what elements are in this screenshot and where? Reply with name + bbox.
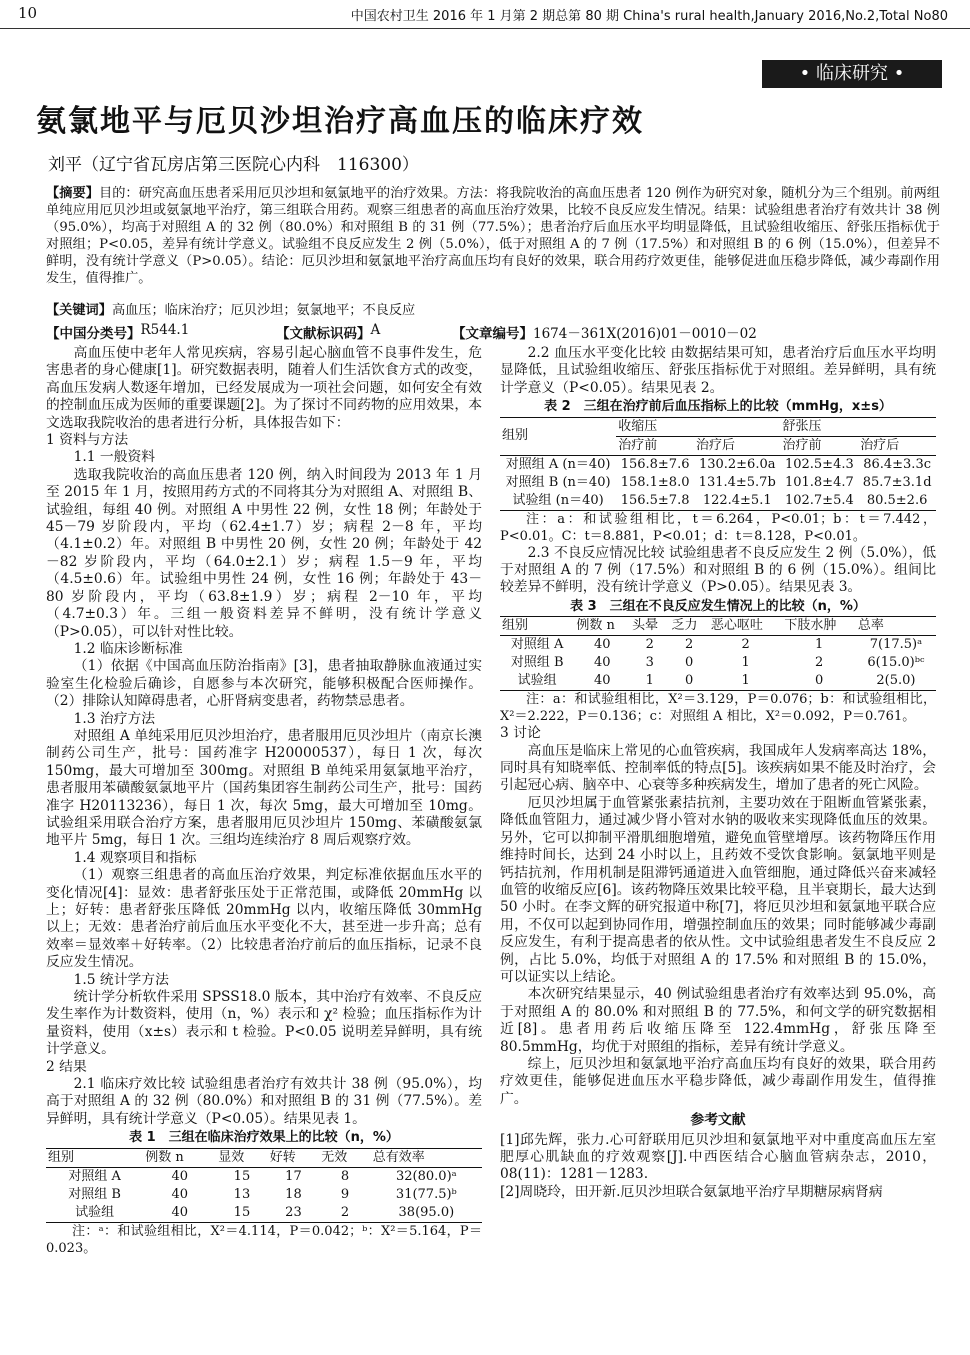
table-cell: 对照组 B	[510, 655, 564, 671]
keywords	[46, 299, 940, 318]
table-cell: 对照组 B	[68, 1186, 121, 1202]
subsection-heading: 1.3 治疗方法	[73, 710, 156, 727]
table-cell: 0	[685, 673, 694, 689]
table-header: 治疗后	[858, 436, 936, 455]
table-cell: 3	[645, 655, 654, 671]
keywords-text: 高血压；临床治疗；厄贝沙坦；氨氯地平；不良反应	[111, 303, 416, 318]
table-header: 好转	[268, 1148, 320, 1167]
abstract-label: 【摘要】	[46, 186, 99, 201]
table-header: 治疗后	[694, 436, 781, 455]
author-line: 刘平（辽宁省瓦房店第三医院心内科 116300）	[48, 155, 419, 175]
table-header: 治疗前	[781, 436, 859, 455]
table-row	[500, 654, 936, 672]
table-cell: 101.8±4.7	[784, 474, 854, 490]
table-header: 组别	[500, 617, 574, 636]
table-row	[500, 492, 936, 511]
table-header: 头晕	[630, 617, 669, 636]
section-heading: 1 资料与方法	[46, 432, 129, 449]
clc-value: R544.1	[140, 322, 190, 338]
table-cell: 156.5±7.8	[620, 492, 690, 508]
keywords-label: 【关键词】	[46, 303, 112, 318]
table-row	[500, 455, 936, 474]
table-cell: 对照组 B (n＝40)	[505, 474, 611, 490]
table-header: 例数 n	[574, 617, 630, 636]
table-header: 例数 n	[143, 1148, 216, 1167]
table-cell: 40	[171, 1186, 188, 1202]
intro-paragraph: 高血压使中老年人常见疾病，容易引起心脑血管不良事件发生，危害患者的身心健康[1]。研究数据表明，随着人们生活饮食方式的改变，高血压发病人数逐年增加，已经发展成为一项社会问题，如何安全有效的控制血压成为医师的重要课题[2]。为了探讨不同药物的应用效果，本文选取我院收治的患者进行分析，具体报告如下：	[46, 345, 482, 431]
table-2-caption: 表 2 三组在治疗前后血压指标上的比较（mmHg，x±s）	[544, 399, 892, 415]
table-header: 下肢水肿	[782, 617, 855, 636]
clc-label: 【中国分类号】	[46, 326, 141, 342]
paragraph: 综上，厄贝沙坦和氨氯地平治疗高血压均有良好的效果，联合用药疗效更佳，能够促进血压水平稳步降低，减少毒副作用发生，值得推广。	[500, 1055, 936, 1107]
table-header: 舒张压	[781, 417, 936, 436]
table-header: 恶心呕吐	[709, 617, 782, 636]
reference-item: [2]周晓玲，田开新.厄贝沙坦联合氨氯地平治疗早期糖尿病肾病	[500, 1183, 883, 1200]
table-row	[500, 636, 936, 655]
table-cell: 试验组	[75, 1204, 115, 1220]
paragraph: 2.1 临床疗效比较 试验组患者治疗有效共计 38 例（95.0%），均高于对照组 A 的 32 例（80.0%）和对照组 B 的 31 例（77.5%）。差异鲜明，具有统计学意义（P<0.05）。结果见表 1。	[46, 1076, 482, 1127]
paragraph: 选取我院收治的高血压患者 120 例，纳入时间段为 2013 年 1 月至 2015 年 1 月，按照用药方式的不同将其分为对照组 A、对照组 B、试验组，每组 40 例。对照组 A 中男性 22 例，女性 18 例；年龄处于 45－79 岁阶段内，平均（62.4±1.7）岁；病程 2－8 年，平均（4.1±0.2）年。对照组 B 中男性 20 例，女性 20 例；年龄处于 42－82 岁阶段内，平均（64.0±2.1）岁；病程 1.5－9 年，平均（4.5±0.6）年。试验组中男性 24 例，女性 16 例；年龄处于 43－80 岁阶段内，平均（63.8±1.9）岁；病程 2－10 年，平均（4.7±0.3）年。三组一般资料差异不鲜明，没有统计学意义（P>0.05），可以针对性比较。	[46, 466, 482, 640]
table-cell: 156.8±7.6	[620, 456, 690, 472]
subsection-heading: 1.2 临床诊断标准	[73, 640, 183, 657]
table-cell: 2	[340, 1204, 350, 1220]
table-cell: 1	[645, 673, 654, 689]
table-cell: 2	[685, 637, 694, 653]
table-cell: 40	[593, 637, 611, 653]
table-cell: 15	[233, 1168, 251, 1184]
table-3-caption: 表 3 三组在不良反应发生情况上的比较（n，%）	[570, 598, 866, 614]
table-cell: 1	[741, 673, 750, 689]
paragraph: 2.3 不良反应情况比较 试验组患者不良反应发生 2 例（5.0%），低于对照组 A 的 7 例（17.5%）和对照组 B 的 6 例（15.0%）。组间比较差异不鲜明，没有统计学意义（P>0.05）。结果见表 3。	[500, 544, 936, 596]
table-header: 乏力	[670, 617, 709, 636]
table-header: 组别	[500, 417, 616, 455]
table-cell: 2	[645, 637, 654, 653]
table-cell: 15	[233, 1204, 251, 1220]
table-row	[46, 1186, 482, 1204]
abstract	[46, 185, 940, 287]
table-header: 治疗前	[616, 436, 694, 455]
table-cell: 131.4±5.7b	[698, 474, 776, 490]
table-cell: 38(95.0)	[398, 1204, 455, 1220]
left-column	[46, 345, 482, 1257]
table-cell: 7(17.5)ᵃ	[869, 637, 923, 653]
subsection-heading: 1.1 一般资料	[73, 449, 156, 466]
table-header: 总有效率	[371, 1148, 482, 1167]
page-header	[0, 0, 970, 29]
table-cell: 122.4±5.1	[702, 492, 772, 508]
table-row	[500, 474, 936, 492]
section-banner: • 临床研究 •	[762, 60, 942, 88]
journal-running-head: 中国农村卫生 2016 年 1 月第 2 期总第 80 期 China's rural health,January 2016,No.2,Total No80	[350, 9, 948, 24]
table-cell: 32(80.0)ᵃ	[396, 1168, 457, 1184]
table-cell: 158.1±8.0	[620, 474, 690, 490]
table-cell: 102.7±5.4	[784, 492, 854, 508]
table-cell: 102.5±4.3	[784, 456, 854, 472]
table-row	[500, 672, 936, 691]
table-cell: 0	[814, 673, 824, 689]
table-cell: 2	[814, 655, 824, 671]
article-no-label: 【文章编号】	[452, 326, 533, 342]
table-cell: 对照组 A (n＝40)	[505, 456, 611, 472]
table-cell: 23	[285, 1204, 302, 1220]
paragraph: （1）依据《中国高血压防治指南》[3]，患者抽取静脉血液通过实验室生化检验后确诊，自愿参与本次研究，能够积极配合医师操作。（2）排除认知障碍患者，心肝肾病变患者，药物禁忌患者。	[46, 658, 482, 710]
table-cell: 80.5±2.6	[866, 492, 928, 508]
paragraph: 高血压是临床上常见的心血管疾病，我国成年人发病率高达 18%，同时具有知晓率低、控制率低的特点[5]。该疾病如果不能及时治疗，会引起冠心病、脑卒中、心衰等多种疾病发生，增加了患者的死亡风险。	[500, 742, 936, 794]
table-2	[500, 417, 936, 511]
subsection-heading: 1.4 观察项目和指标	[73, 849, 197, 866]
table-header: 无效	[319, 1148, 371, 1167]
subsection-heading: 1.5 统计学方法	[73, 971, 169, 988]
table-1	[46, 1148, 482, 1223]
table-cell: 试验组	[517, 673, 557, 689]
table-cell: 31(77.5)ᵇ	[395, 1186, 457, 1202]
table-cell: 0	[685, 655, 694, 671]
doc-code-value: A	[370, 322, 381, 338]
abstract-text: 目的：研究高血压患者采用厄贝沙坦和氨氯地平的治疗效果。方法：将我院收治的高血压患者 120 例作为研究对象，随机分为三个组别。前两组单纯应用厄贝沙坦或氨氯地平治疗，第三组联合用药。观察三组患者的高血压治疗效果，比较不良反应发生情况。结果：试验组患者治疗有效共计 38 例（95.0%），均高于对照组 A 的 32 例（80.0%）和对照组 B 的 31 例（77.5%）；患者治疗后血压水平均明显降低，且试验组收缩压、舒张压指标优于对照组；P<0.05，差异有统计学意义。试验组不良反应发生 2 例（5.0%），低于对照组 A 的 7 例（17.5%）和对照组 B 的 6 例（15.0%），但差异不鲜明，没有统计学意义（P>0.05）。结论：厄贝沙坦和氨氯地平治疗高血压均有良好的效果，联合用药疗效更佳，能够促进血压稳步降低，减少毒副作用发生，值得推广。	[46, 186, 940, 286]
table-3-note: 注：a：和试验组相比，X²＝3.129，P＝0.076；b：和试验组相比，X²＝2.222，P＝0.136；c：对照组 A 相比，X²＝0.092，P＝0.761。	[500, 692, 936, 725]
paragraph: 统计学分析软件采用 SPSS18.0 版本，其中治疗有效率、不良反应发生率作为计数资料，使用（n，%）表示和 χ² 检验；血压指标作为计量资料，使用（x±s）表示和 t 检验。P<0.05 说明差异鲜明，具有统计学意义。	[46, 989, 482, 1058]
paragraph: 2.2 血压水平变化比较 由数据结果可知，患者治疗后血压水平均明显降低，且试验组收缩压、舒张压指标优于对照组。差异鲜明，具有统计学意义（P<0.05）。结果见表 2。	[500, 345, 936, 396]
paragraph: （1）观察三组患者的高血压治疗效果，判定标准依据血压水平的变化情况[4]：显效：患者舒张压处于正常范围，或降低 20mmHg 以上；好转：患者舒张压降低 20mmHg 以内，收缩压降低 30mmHg 以上；无效：患者治疗前后血压水平变化不大，甚至进一步升高；总有效率＝显效率＋好转率。（2）比较患者治疗前后的血压指标，记录不良反应发生情况。	[46, 867, 482, 971]
table-cell: 6(15.0)ᵇᶜ	[867, 655, 925, 671]
table-cell: 13	[233, 1186, 251, 1202]
right-column	[500, 345, 936, 1201]
table-cell: 9	[340, 1186, 350, 1202]
table-cell: 40	[171, 1168, 188, 1184]
paragraph: 对照组 A 单纯采用厄贝沙坦治疗，患者服用厄贝沙坦片（南京长澳制药公司生产，批号：国药准字 H20000537），每日 1 次，每次 150mg，最大可增加至 300mg。对照组 B 单纯采用氨氯地平治疗，患者服用苯磺酸氨氯地平片（国药集团容生制药公司生产，批号：国药准字 H20113236），每日 1 次，每次 5mg，最大可增加至 10mg。试验组采用联合治疗方案，患者服用厄贝沙坦片 150mg、苯磺酸氨氯地平片 5mg，每日 1 次。三组均连续治疗 8 周后观察疗效。	[46, 727, 482, 849]
reference-item: [1]邱先辉，张力.心可舒联用厄贝沙坦和氨氯地平对中重度高血压左室肥厚心肌缺血的疗效观察[J].中西医结合心脑血管病杂志，2010，08(11)：1281－1283.	[500, 1131, 936, 1183]
table-1-caption: 表 1 三组在临床治疗效果上的比较（n，%）	[129, 1130, 399, 1146]
table-cell: 8	[340, 1168, 350, 1184]
table-cell: 40	[593, 673, 611, 689]
table-cell: 2	[741, 637, 750, 653]
table-row	[46, 1167, 482, 1186]
article-no-value: 1674－361X(2016)01－0010－02	[533, 326, 757, 342]
table-1-note: 注：ᵃ：和试验组相比，X²＝4.114，P＝0.042；ᵇ：X²＝5.164，P＝0.023。	[46, 1223, 482, 1256]
table-3	[500, 616, 936, 691]
table-cell: 17	[285, 1168, 302, 1184]
table-cell: 40	[593, 655, 611, 671]
table-header: 总率	[856, 617, 936, 636]
section-heading: 3 讨论	[500, 725, 541, 742]
paragraph: 厄贝沙坦属于血管紧张素拮抗剂，主要功效在于阻断血管紧张素，降低血管阻力，通过减少肾小管对水钠的吸收来实现降低血压的效果。另外，它可以抑制平滑肌细胞增殖，避免血管壁增厚。该药物降压作用维持时间长，达到 24 小时以上，且药效不受饮食影响。氨氯地平则是钙拮抗剂，作用机制是阻滞钙通道进入血管细胞，通过降低兴奋来减轻血管的收缩反应[6]。该药物降压效果比较平稳，且半衰期长，最大达到 50 小时。在李文辉的研究报道中称[7]，将厄贝沙坦和氨氯地平联合应用，不仅可以起到协同作用，增强控制血压的效果；同时能够减少毒副反应发生，有利于提高患者的依从性。文中试验组患者发生不良反应 2 例，占比 5.0%，均低于对照组 A 的 17.5% 和对照组 B 的 15.0%，可以证实以上结论。	[500, 794, 936, 985]
table-header: 显效	[216, 1148, 268, 1167]
table-cell: 85.7±3.1d	[862, 474, 932, 490]
paragraph: 本次研究结果显示，40 例试验组患者治疗有效率达到 95.0%，高于对照组 A 的 80.0% 和对照组 B 的 77.5%，和何文学的研究数据相近[8]。患者用药后收缩压降至 122.4mmHg，舒张压降至 80.5mmHg，均优于对照组的指标，差异有统计学意义。	[500, 986, 936, 1055]
section-heading: 2 结果	[46, 1058, 87, 1075]
references-heading: 参考文献	[690, 1112, 746, 1129]
table-row	[46, 1204, 482, 1223]
table-cell: 86.4±3.3c	[863, 456, 931, 472]
table-2-note: 注：a：和试验组相比，t＝6.264，P<0.01；b：t＝7.442，P<0.01。C：t＝8.881，P<0.01；d：t＝8.128，P<0.01。	[500, 511, 936, 544]
table-cell: 40	[171, 1204, 188, 1220]
page-number: 10	[18, 4, 38, 22]
table-cell: 130.2±6.0a	[698, 456, 776, 472]
table-header: 收缩压	[616, 417, 780, 436]
table-cell: 1	[741, 655, 750, 671]
doc-code-label: 【文献标识码】	[276, 326, 371, 342]
table-header: 组别	[46, 1148, 143, 1167]
table-cell: 1	[814, 637, 824, 653]
table-cell: 对照组 A	[510, 637, 564, 653]
table-cell: 18	[285, 1186, 302, 1202]
table-cell: 对照组 A	[68, 1168, 121, 1184]
table-cell: 2(5.0)	[876, 673, 916, 689]
article-title: 氨氯地平与厄贝沙坦治疗高血压的临床疗效	[36, 104, 644, 139]
table-cell: 试验组 (n＝40)	[512, 492, 604, 508]
